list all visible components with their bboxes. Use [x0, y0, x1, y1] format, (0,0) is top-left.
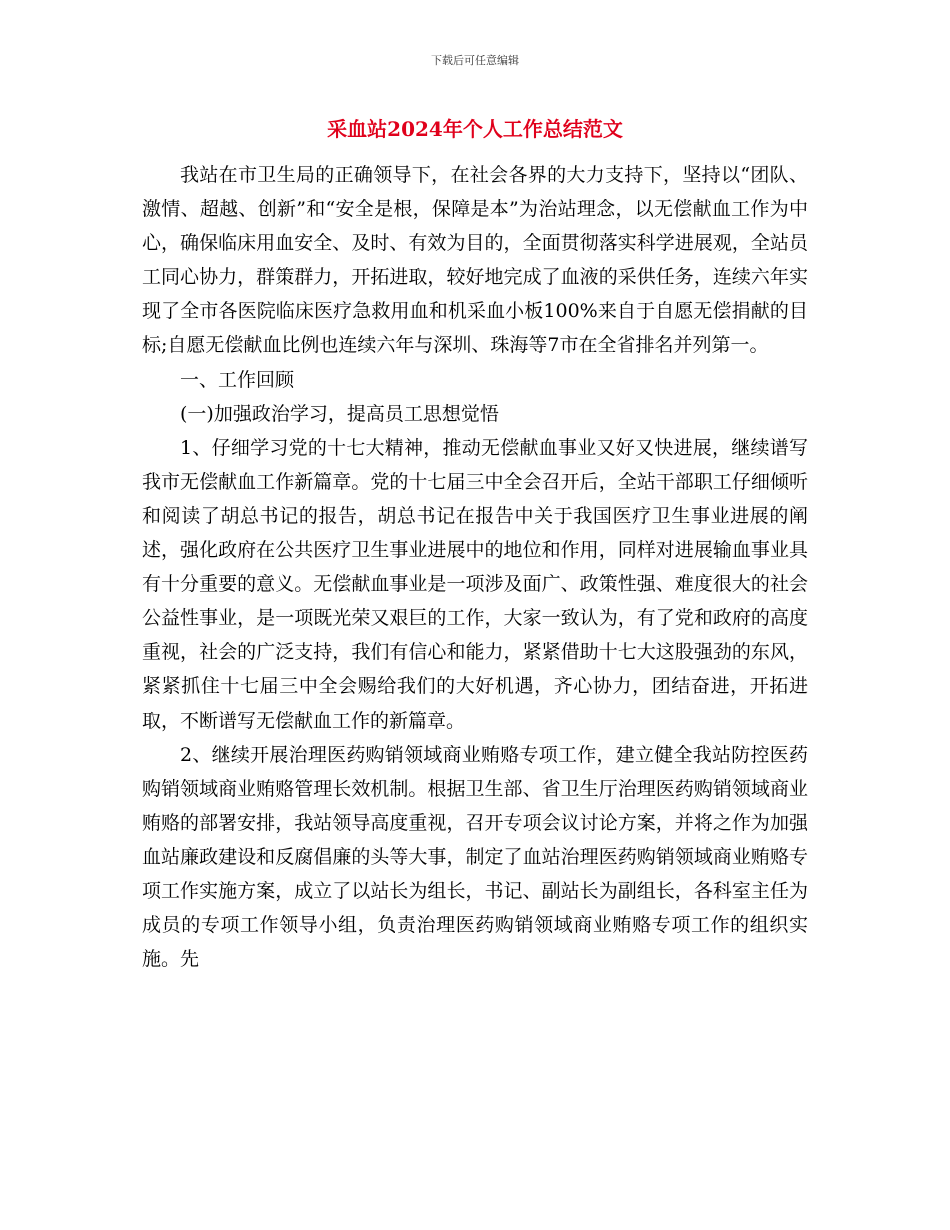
body-paragraph-2: 2、继续开展治理医药购销领域商业贿赂专项工作，建立健全我站防控医药购销领域商业贿赂管理长效机制。根据卫生部、省卫生厅治理医药购销领域商业贿赂的部署安排，我站领导高度重视，召开专项会议讨论方案，并将之作为加强血站廉政建设和反腐倡廉的头等大事，制定了血站治理医药购销领域商业贿赂专项工作实施方案，成立了以站长为组长，书记、副站长为副组长，各科室主任为成员的专项工作领导小组，负责治理医药购销领域商业贿赂专项工作的组织实施。先 — [142, 743, 808, 971]
subsection-heading: (一)加强政治学习，提高员工思想觉悟 — [180, 402, 499, 425]
document-body — [142, 158, 808, 976]
body-paragraph-1: 1、仔细学习党的十七大精神，推动无偿献血事业又好又快进展，继续谱写我市无偿献血工作新篇章。党的十七届三中全会召开后，全站干部职工仔细倾听和阅读了胡总书记的报告，胡总书记在报告中关于我国医疗卫生事业进展的阐述，强化政府在公共医疗卫生事业进展中的地位和作用，同样对进展输血事业具有十分重要的意义。无偿献血事业是一项涉及面广、政策性强、难度很大的社会公益性事业，是一项既光荣又艰巨的工作，大家一致认为，有了党和政府的高度重视，社会的广泛支持，我们有信心和能力，紧紧借助十七大这股强劲的东风，紧紧抓住十七届三中全会赐给我们的大好机遇，齐心协力，团结奋进，开拓进取，不断谱写无偿献血工作的新篇章。 — [142, 436, 808, 732]
document-title: 采血站2024年个人工作总结范文 — [327, 117, 623, 141]
section-heading: 一、工作回顾 — [180, 368, 295, 391]
intro-paragraph: 我站在市卫生局的正确领导下，在社会各界的大力支持下，坚持以“团队、激情、超越、创新”和“安全是根，保障是本”为治站理念，以无偿献血工作为中心，确保临床用血安全、及时、有效为目的，全面贯彻落实科学进展观，全站员工同心协力，群策群力，开拓进取，较好地完成了血液的采供任务，连续六年实现了全市各医院临床医疗急救用血和机采血小板100%来自于自愿无偿捐献的目标;自愿无偿献血比例也连续六年与深圳、珠海等7市在全省排名并列第一。 — [142, 164, 808, 357]
page-header-note: 下载后可任意编辑 — [431, 54, 519, 67]
